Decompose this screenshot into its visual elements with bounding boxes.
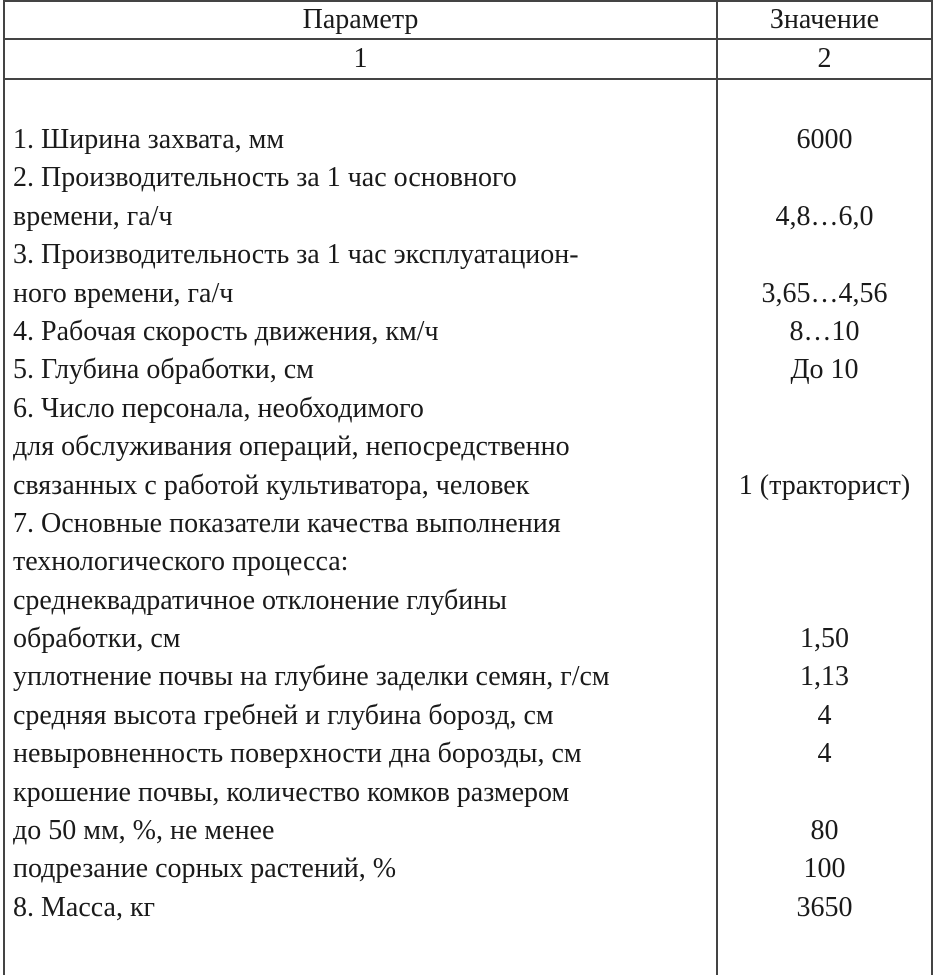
numbering-divider [5,78,931,80]
table-row [5,275,931,313]
table-row [5,543,931,581]
table-row [5,620,931,658]
parameter-text: 1. Ширина захвата, мм [13,124,285,155]
parameter-value: 100 [803,853,846,885]
parameter-text: уплотнение почвы на глубине заделки семян, г/см [13,661,610,693]
table-row [5,198,931,236]
table-row [5,428,931,466]
parameter-text: 5. Глубина обработки, см [13,354,314,386]
parameter-text: связанных с работой культиватора, человек [13,469,530,501]
table-row [5,697,931,735]
parameter-text: 4. Рабочая скорость движения, км/ч [13,315,439,347]
parameter-text: 7. Основные показатели качества выполнения [13,507,561,539]
table-row [5,390,931,428]
parameter-text: времени, га/ч [13,200,173,232]
parameter-text: средняя высота гребней и глубина борозд, см [13,699,554,731]
table-row [5,735,931,773]
parameter-value: 8…10 [789,315,860,347]
table-row [5,850,931,888]
table-row [5,505,931,543]
column-number-2: 2 [817,43,832,74]
parameter-value: До 10 [790,354,859,386]
parameter-text: технологического процесса: [13,546,349,578]
parameters-table [3,0,933,975]
table-row [5,812,931,850]
table-row [5,889,931,927]
parameter-text: подрезание сорных растений, % [13,853,397,885]
table-row [5,658,931,696]
parameter-text: 2. Производительность за 1 час основного [13,162,517,194]
parameter-text: обработки, см [13,623,181,655]
parameter-value: 80 [810,815,839,847]
parameter-text: 3. Производительность за 1 час эксплуатацион- [13,239,579,271]
header-parameter: Параметр [302,4,419,35]
parameter-text: невыровненность поверхности дна борозды, см [13,738,582,770]
table-body [5,121,931,927]
parameter-text: 6. Число персонала, необходимого [13,392,424,424]
parameter-value: 3,65…4,56 [761,277,888,309]
parameter-text: для обслуживания операций, непосредственно [13,431,570,463]
table-row [5,467,931,505]
parameter-value: 4 [817,699,832,731]
table-row [5,313,931,351]
table-row [5,121,931,159]
parameter-text: 8. Масса, кг [13,891,156,923]
table-row [5,582,931,620]
parameter-value: 1 (тракторист) [738,469,911,501]
parameter-value: 4,8…6,0 [775,200,874,232]
table-row [5,351,931,389]
header-value: Значение [769,4,880,35]
parameter-value: 6000 [796,124,853,155]
parameter-text: среднеквадратичное отклонение глубины [13,584,507,616]
parameter-value: 3650 [796,891,853,923]
parameter-text: крошение почвы, количество комков размером [13,776,570,808]
parameter-value: 4 [817,738,832,770]
parameter-value: 1,13 [800,661,849,693]
column-number-1: 1 [353,43,368,74]
table-row [5,159,931,197]
table-row [5,774,931,812]
parameter-text: ного времени, га/ч [13,277,234,309]
table-row [5,236,931,274]
parameter-value: 1,50 [800,623,849,655]
parameter-text: до 50 мм, %, не менее [13,815,275,847]
